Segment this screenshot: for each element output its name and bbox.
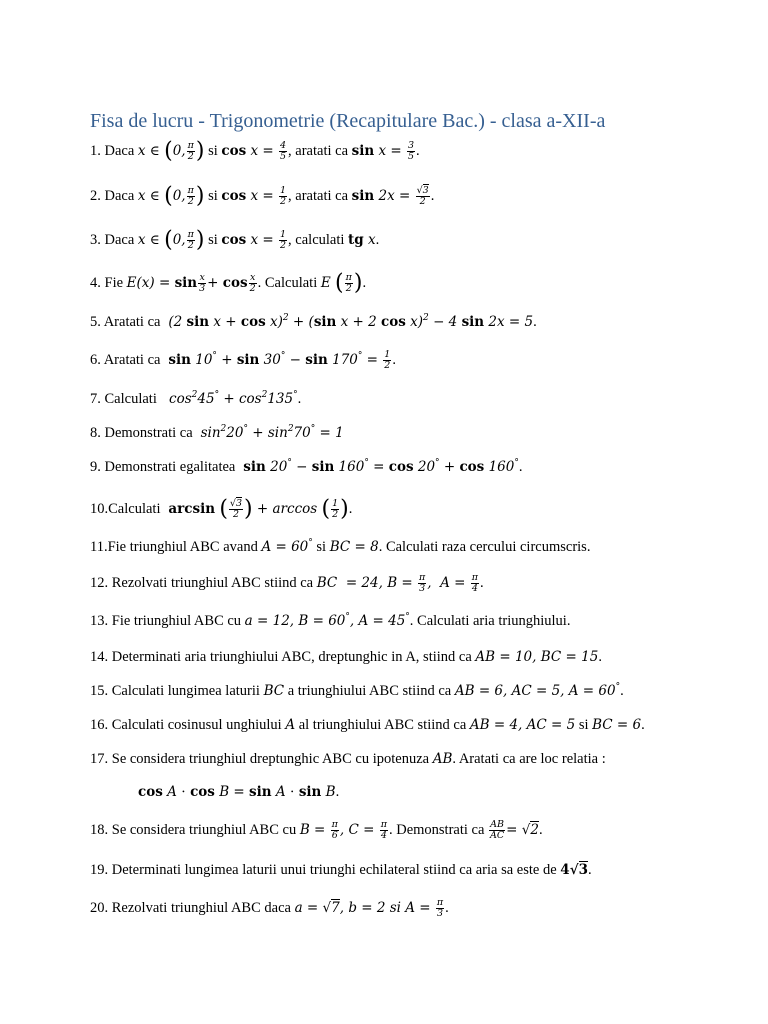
exercise-14: 14. Determinati aria triunghiului ABC, dreptunghic in A, stiind ca AB = 10, BC = 15. xyxy=(90,649,602,665)
exercise-20: 20. Rezolvati triunghiul ABC daca a = √7, b = 2 si A = $\frac{\pi}{3}$ . xyxy=(90,897,449,919)
exercise-3: 3. Daca x ∈ (0, $\frac{\pi}{2}$ ) si cos x = $\frac{1}{2}$ , calculati tg x. xyxy=(90,227,380,253)
exercise-8: 8. Demonstrati ca $\sin^220^\circ + \sin^270^\circ = 1$ xyxy=(90,424,344,441)
exercise-12: 12. Rezolvati triunghiul ABC stiind ca BC = 24, B = $\frac{\pi}{3}$ , A = $\frac{\pi}{4}$ . xyxy=(90,572,484,594)
exercise-18: 18. Se considera triunghiul ABC cu B = $\frac{\pi}{6}$ , C = $\frac{\pi}{4}$ . Demonstrati ca $\frac{AB}{AC}$ = √2. xyxy=(90,819,543,841)
exercise-7: 7. Calculati $\cos^245^\circ + \cos^2135^\circ$. xyxy=(90,390,302,407)
exercise-4: 4. Fie E(x) = sin $\frac{x}{3}$ + cos $\frac{x}{2}$ . Calculati E ( $\frac{\pi}{2}$ ). xyxy=(90,270,367,296)
exercise-2: 2. Daca x ∈ (0, $\frac{\pi}{2}$ ) si cos x = $\frac{1}{2}$ , aratati ca sin 2x = $\frac{√3}{2}$ . xyxy=(90,183,435,209)
exercise-9: 9. Demonstrati egalitatea sin 20° − sin 160° = cos 20° + cos 160°. xyxy=(90,458,523,475)
exercise-19: 19. Determinati lungimea laturii unui triunghi echilateral stiind ca aria sa este de 4√3. xyxy=(90,862,592,878)
exercise-10: 10.Calculati arcsin ( $\frac{√3}{2}$ ) + arccos ( $\frac{1}{2}$ ). xyxy=(90,496,353,522)
page-title: Fisa de lucru - Trigonometrie (Recapitulare Bac.) - clasa a-XII-a xyxy=(90,110,606,132)
exercise-16: 16. Calculati cosinusul unghiului A al triunghiului ABC stiind ca AB = 4, AC = 5 si BC = 6. xyxy=(90,717,645,733)
exercise-11: 11.Fie triunghiul ABC avand A = 60° si BC = 8. Calculati raza cercului circumscris. xyxy=(90,538,591,555)
exercise-13: 13. Fie triunghiul ABC cu a = 12, B = 60°, A = 45°. Calculati aria triunghiului. xyxy=(90,612,571,629)
exercise-17: 17. Se considera triunghiul dreptunghic ABC cu ipotenuza AB. Aratati ca are loc relatia : xyxy=(90,751,606,767)
exercise-1: 1. Daca x ∈ (0, $\frac{\pi}{2}$ ) si cos x = $\frac{4}{5}$ , aratati ca sin x = $\frac{3}{5}$ . xyxy=(90,138,420,164)
exercise-6: 6. Aratati ca sin 10° + sin 30° − sin 170° = $\frac{1}{2}$ . xyxy=(90,349,396,371)
exercise-5: 5. Aratati ca (2 sin x + cos x)$^2$ + (sin x + 2 cos x)$^2$ − 4 sin 2x = 5. xyxy=(90,313,537,330)
exercise-15: 15. Calculati lungimea laturii BC a triunghiului ABC stiind ca AB = 6, AC = 5, A = 60°. xyxy=(90,682,624,699)
exercise-17-relation: cos A ⋅ cos B = sin A ⋅ sin B. xyxy=(138,784,340,800)
